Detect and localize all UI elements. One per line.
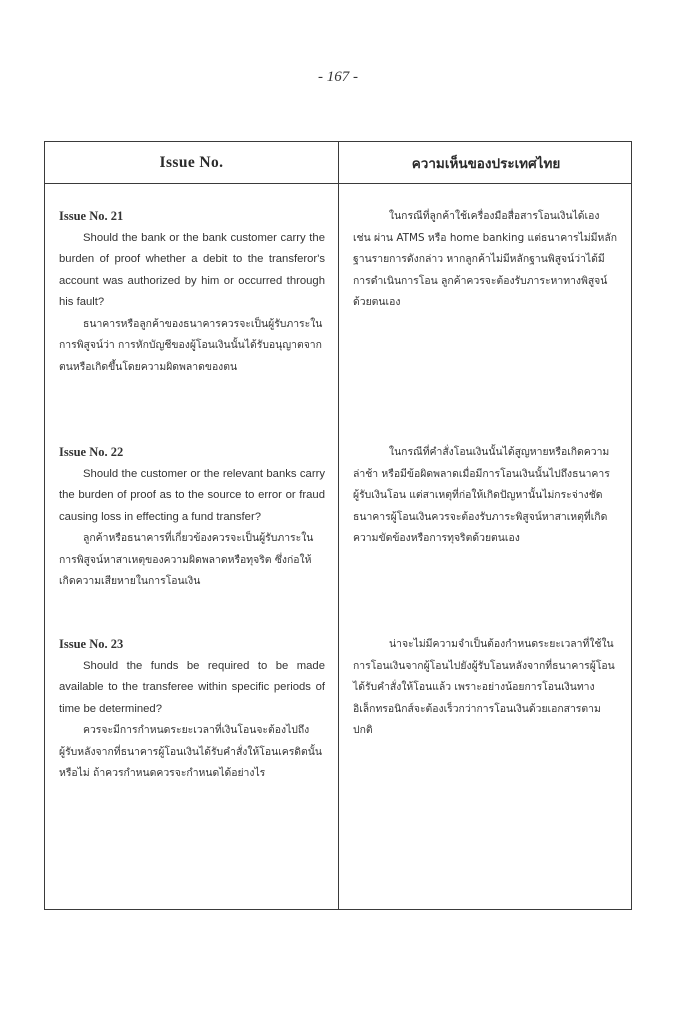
issue-23-cell	[59, 634, 325, 785]
issue-22-question-th: ลูกค้าหรือธนาคารที่เกี่ยวข้องควรจะเป็นผู้รับภาระในการพิสูจน์หาสาเหตุของความผิดพลาดหรือทุจริต ซึ่งก่อให้เกิดความเสียหายในการโอนเงิน	[59, 532, 314, 587]
issue-23-title: Issue No. 23	[59, 637, 124, 651]
issue-23-question-en: Should the funds be required to be made available to the transferee within specific periods of time be determined?	[59, 659, 325, 715]
issues-table	[44, 141, 632, 910]
issue-21-question-th: ธนาคารหรือลูกค้าของธนาคารควรจะเป็นผู้รับภาระในการพิสูจน์ว่า การหักบัญชีของผู้โอนเงินนั้นได้รับอนุญาตจากตนหรือเกิดขึ้นโดยความผิดพลาดของตน	[59, 317, 323, 373]
issue-22-question-en: Should the customer or the relevant banks carry the burden of proof as to the source to error or fraud causing loss in effecting a fund transfer?	[59, 467, 325, 523]
header-divider	[45, 183, 631, 184]
issue-21-question-en: Should the bank or the bank customer carry the burden of proof whether a debit to the transferor's account was authorized by him or occurred through his fault?	[59, 231, 325, 308]
issue-21-opinion: ในกรณีที่ลูกค้าใช้เครื่องมือสื่อสารโอนเงินได้เอง เช่น ผ่าน ATMS หรือ home banking แต่ธนาคารไม่มีหลักฐานรายการดังกล่าว หากลูกค้าไม่มีหลักฐานพิสูจน์ว่าได้มีการดำเนินการโอน ลูกค้าควรจะต้องรับภาระหาทางพิสูจน์ด้วยตนเอง	[353, 210, 618, 308]
issue-21-title: Issue No. 21	[59, 209, 124, 223]
page-number: - 167 -	[318, 69, 358, 85]
column-divider	[338, 142, 339, 909]
issue-22-title: Issue No. 22	[59, 445, 124, 459]
issue-23-opinion: น่าจะไม่มีความจำเป็นต้องกำหนดระยะเวลาที่ใช้ในการโอนเงินจากผู้โอนไปยังผู้รับโอนหลังจากที่ธนาคารผู้โอนได้รับคำสั่งให้โอนแล้ว เพราะอย่างน้อยการโอนเงินทางอิเล็กทรอนิกส์จะต้องเร็วกว่าการโอนเงินด้วยเอกสารตามปกติ	[353, 638, 615, 736]
issue-21-cell	[59, 206, 325, 378]
column-header-issue-no: Issue No.	[159, 153, 224, 171]
column-header-thai-opinion: ความเห็นของประเทศไทย	[411, 155, 561, 172]
issue-22-opinion: ในกรณีที่คำสั่งโอนเงินนั้นได้สูญหายหรือเกิดความล่าช้า หรือมีข้อผิดพลาดเมื่อมีการโอนเงินนั้นไปถึงธนาคารผู้รับเงินโอน แต่สาเหตุที่ก่อให้เกิดปัญหานั้นไม่กระจ่างชัด ธนาคารผู้โอนเงินควรจะต้องรับภาระพิสูจน์หาสาเหตุที่เกิดความขัดข้องหรือการทุจริตด้วยตนเอง	[353, 446, 610, 544]
issue-23-question-th: ควรจะมีการกำหนดระยะเวลาที่เงินโอนจะต้องไปถึงผู้รับหลังจากที่ธนาคารผู้โอนเงินได้รับคำสั่งให้โอนเครดิตนั้นหรือไม่ ถ้าควรกำหนดควรจะกำหนดได้อย่างไร	[59, 724, 322, 779]
issue-22-cell	[59, 442, 325, 593]
